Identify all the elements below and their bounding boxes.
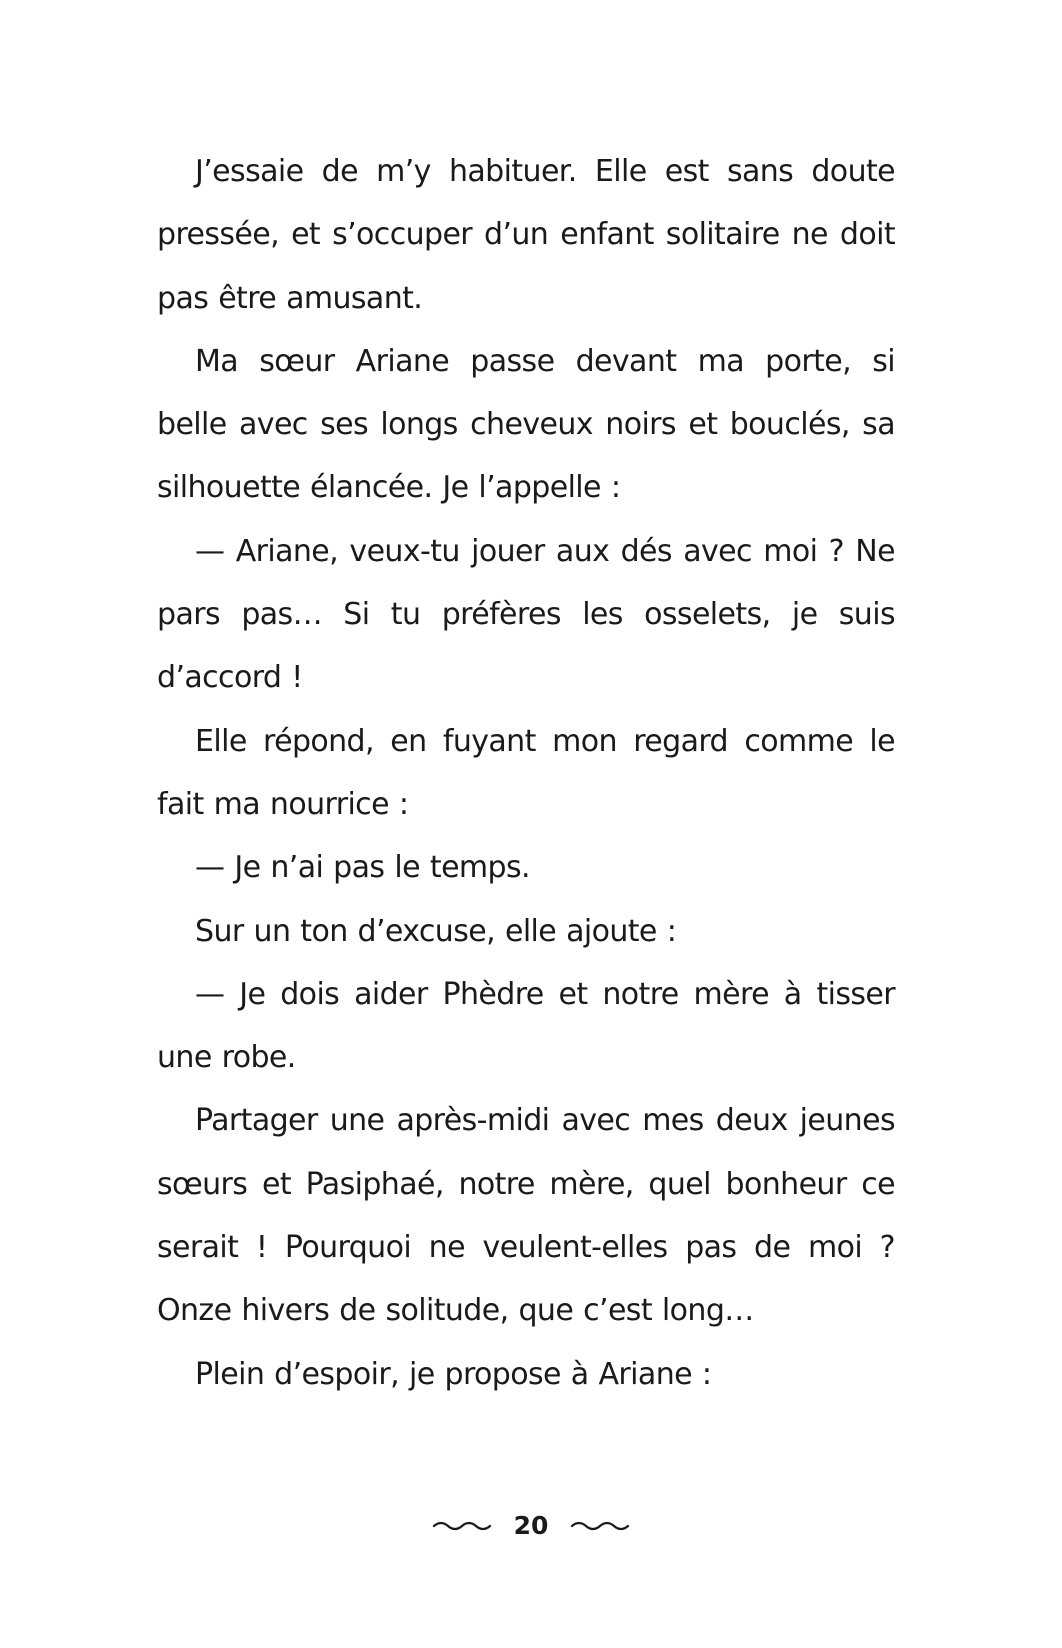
paragraph: Elle répond, en fuyant mon regard comme le fait ma nourrice : <box>157 723 895 822</box>
wave-ornament-right-icon <box>570 1518 630 1532</box>
page-number: 20 <box>513 1510 549 1540</box>
page-footer <box>0 1505 1062 1545</box>
paragraph: J’essaie de m’y habituer. Elle est sans doute pressée, et s’occuper d’un enfant solitaire ne doit pas être amusant. <box>157 154 895 316</box>
paragraph: Plein d’espoir, je propose à Ariane : <box>195 1356 712 1392</box>
paragraph: — Ariane, veux-tu jouer aux dés avec moi ? Ne pars pas… Si tu préfères les osselets, je suis d’accord ! <box>157 533 895 696</box>
paragraph: Sur un ton d’excuse, elle ajoute : <box>195 913 677 949</box>
body-text <box>157 140 895 1406</box>
paragraph: Partager une après-midi avec mes deux jeunes sœurs et Pasiphaé, notre mère, quel bonheur ce serait ! Pourquoi ne veulent-elles pas de moi ? Onze hivers de solitude, que c’est long… <box>157 1103 895 1329</box>
paragraph: — Je dois aider Phèdre et notre mère à tisser une robe. <box>157 976 895 1076</box>
wave-ornament-left-icon <box>432 1518 492 1532</box>
paragraph: — Je n’ai pas le temps. <box>195 850 530 886</box>
paragraph: Ma sœur Ariane passe devant ma porte, si belle avec ses longs cheveux noirs et bouclés, sa silhouette élancée. Je l’appelle : <box>157 343 895 506</box>
